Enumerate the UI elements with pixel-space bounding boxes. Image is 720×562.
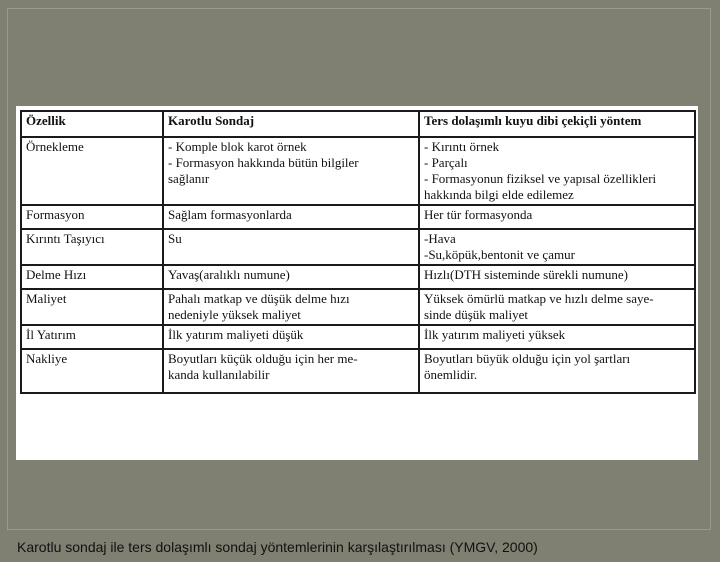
reverse-cell (419, 349, 695, 393)
cell-line: nedeniyle yüksek maliyet (168, 307, 301, 322)
table-row (21, 289, 695, 325)
cell-line: Yüksek ömürlü matkap ve hızlı delme saye- (424, 291, 654, 306)
reverse-cell (419, 265, 695, 289)
cell-line: Yavaş(aralıklı numune) (168, 267, 290, 282)
comparison-panel (16, 106, 698, 555)
cell-line: İlk yatırım maliyeti düşük (168, 327, 304, 342)
header-feature: Özellik (21, 111, 163, 137)
coring-cell (163, 289, 419, 325)
table-row (21, 265, 695, 289)
cell-line: sinde düşük maliyet (424, 307, 528, 322)
cell-line: -Hava (424, 231, 456, 246)
cell-line: Hızlı(DTH sisteminde sürekli numune) (424, 267, 628, 282)
table-body (21, 137, 695, 393)
coring-cell (163, 205, 419, 229)
cell-line: hakkında bilgi elde edilemez (424, 187, 574, 202)
cell-line: - Kırıntı örnek (424, 139, 500, 154)
coring-cell (163, 137, 419, 205)
cell-line: Sağlam formasyonlarda (168, 207, 292, 222)
reverse-cell (419, 205, 695, 229)
cell-line: -Su,köpük,bentonit ve çamur (424, 247, 575, 262)
cell-line: Boyutları büyük olduğu için yol şartları (424, 351, 631, 366)
coring-cell (163, 349, 419, 393)
feature-cell: Maliyet (21, 289, 163, 325)
cell-line: - Formasyon hakkında bütün bilgiler (168, 155, 359, 170)
table-row (21, 325, 695, 349)
feature-cell: Örnekleme (21, 137, 163, 205)
reverse-cell (419, 137, 695, 205)
table-caption: Karotlu sondaj ile ters dolaşımlı sondaj yöntemlerinin karşılaştırılması (YMGV, 2000) (17, 539, 538, 555)
coring-cell (163, 325, 419, 349)
table-row (21, 137, 695, 205)
table-header-row (21, 111, 695, 137)
comparison-table (20, 110, 696, 394)
table-row (21, 349, 695, 393)
header-reverse-circulation: Ters dolaşımlı kuyu dibi çekiçli yöntem (419, 111, 695, 137)
feature-cell: Nakliye (21, 349, 163, 393)
reverse-cell (419, 229, 695, 265)
table-row (21, 229, 695, 265)
coring-cell (163, 265, 419, 289)
header-coring: Karotlu Sondaj (163, 111, 419, 137)
cell-line: Her tür formasyonda (424, 207, 533, 222)
table-row (21, 205, 695, 229)
cell-line: kanda kullanılabilir (168, 367, 270, 382)
cell-line: - Komple blok karot örnek (168, 139, 307, 154)
reverse-cell (419, 325, 695, 349)
feature-cell: İl Yatırım (21, 325, 163, 349)
coring-cell (163, 229, 419, 265)
cell-line: Pahalı matkap ve düşük delme hızı (168, 291, 350, 306)
feature-cell: Kırıntı Taşıyıcı (21, 229, 163, 265)
cell-line: - Parçalı (424, 155, 468, 170)
cell-line: Boyutları küçük olduğu için her me- (168, 351, 358, 366)
feature-cell: Delme Hızı (21, 265, 163, 289)
cell-line: Su (168, 231, 182, 246)
reverse-cell (419, 289, 695, 325)
cell-line: önemlidir. (424, 367, 478, 382)
cell-line: İlk yatırım maliyeti yüksek (424, 327, 566, 342)
feature-cell: Formasyon (21, 205, 163, 229)
cell-line: - Formasyonun fiziksel ve yapısal özellikleri (424, 171, 657, 186)
cell-line: sağlanır (168, 171, 210, 186)
